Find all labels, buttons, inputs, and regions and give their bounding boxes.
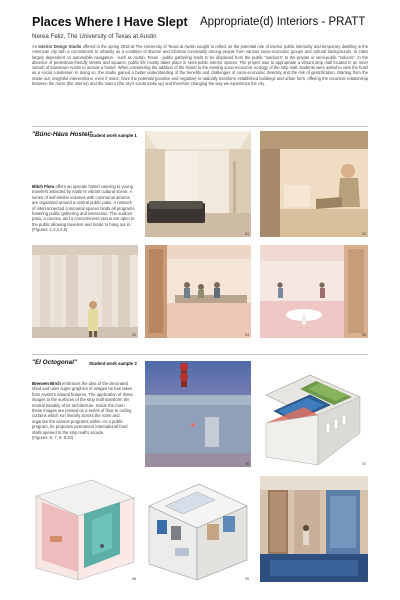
page-subtitle: Appropriate(d) Interiors - PRATT [200, 16, 366, 28]
figure-number: 04 [245, 333, 249, 337]
section-divider [32, 354, 368, 355]
author-line: Nerea Feliz, The University of Texas at Austin [32, 33, 157, 40]
figure-03-curtain-woman [32, 245, 138, 338]
intro-studio: Interior Design Studio [38, 44, 82, 49]
figure-number: 10 [362, 577, 366, 581]
intro-lead: An [32, 44, 38, 49]
intro-paragraph [32, 44, 368, 86]
sample2-figures: (Figures: 6, 7, 8, 9,10) [32, 435, 74, 441]
sample2-title: "El Octogonal" [32, 359, 77, 366]
figure-07-axon-pool [260, 361, 368, 467]
sample2-description [32, 381, 135, 440]
figure-number: 03 [132, 333, 136, 337]
sample1-figures: (Figures: 1,2,3,4,5) [32, 227, 68, 233]
sample1-title: "Bünc-Háus Hostel" [32, 131, 93, 138]
figure-04-corridor-bench [145, 245, 251, 338]
sample2-text: embraces the idea of the decorated shed and uses super graphics of images he has taken from Austin's natural features. The application of these images to the surfaces of the strip mall transform the neutral banality of its architecture. Inside the room these images are printed on a series of floor to ceiling curtains which run linearly across the room and organize the various programs within. As a public program, he proposes permanent international food stalls opened to the strip mall's arcade. [32, 381, 133, 435]
figure-number: 02 [362, 232, 366, 236]
figure-06-facade-dusk [145, 361, 251, 467]
figure-09-axon-rooms [145, 476, 251, 582]
sample1-student: Mitch Flora [32, 184, 55, 189]
figure-05-pink-interior [260, 245, 368, 338]
sample2-tag: Student work sample 2 [89, 361, 137, 366]
figure-number: 07 [362, 462, 366, 466]
figure-10-patterned-curtains [260, 476, 368, 582]
figure-number: 05 [362, 333, 366, 337]
figure-number: 09 [245, 577, 249, 581]
sample2-student: Brennen Birch [32, 381, 61, 386]
figure-number: 01 [245, 232, 249, 236]
figure-02-alcove-person [260, 131, 368, 237]
sample1-description [32, 184, 135, 233]
intro-text: offered in the spring 2018 at The University of Texas at Austin sought to reflect on the potential role of interior public interiority and temporary dwelling in the American city with a commitment to urbanity as a condition of diverse and informal conviviality among people from various socio-economic groups and cultural backgrounds. In cities largely dependent on automobile navigation - such as Austin, Texas - public gathering tends to be displaced from the public "outdoors" to the private or semi-public "indoors". In the absence of pedestrian-friendly streets and squares, public life mostly takes place in semi-public interior spaces. The project was to appropriate a vibrant strip mall located in an inner suburb of downtown Austin to include a hostel. When considering the addition of the hostel to the existing socio-economic ecology of the strip mall, students were asked to view the hotel as a social condenser. In doing so, the studio gained a better understanding of the benefits and challenges of socio-economic diversity and the risk of gentrification. Starting from the inside out, insightful interventions, even if minor, have the potential (positive and negative) to radically transform established buildings and urban form, offering the recursive relationship between the micro (the interior) and the macro (the city's social make up) and therefore changing the way we experience the city. [32, 44, 368, 87]
sample1-tag: Student work sample 1 [89, 133, 137, 138]
figure-number: 06 [245, 462, 249, 466]
figure-number: 08 [132, 577, 136, 581]
figure-08-section-teal [32, 476, 138, 582]
figure-01-room-bed [145, 131, 251, 237]
sample1-text: offers an upscale hostel catering to young travelers attracted by Austin's vibrant cultural scene. A series of self-similar volumes with communal atriums are organized around a central public patio. A network of interconnected communal spaces binds all programs fostering public gathering and interaction. The outdoor patio, a cinema, and a concert/event venue are open to the public allowing travelers and locals to hang out in. [32, 184, 135, 227]
section-divider [32, 126, 368, 127]
page-title: Places Where I Have Slept [32, 15, 188, 29]
